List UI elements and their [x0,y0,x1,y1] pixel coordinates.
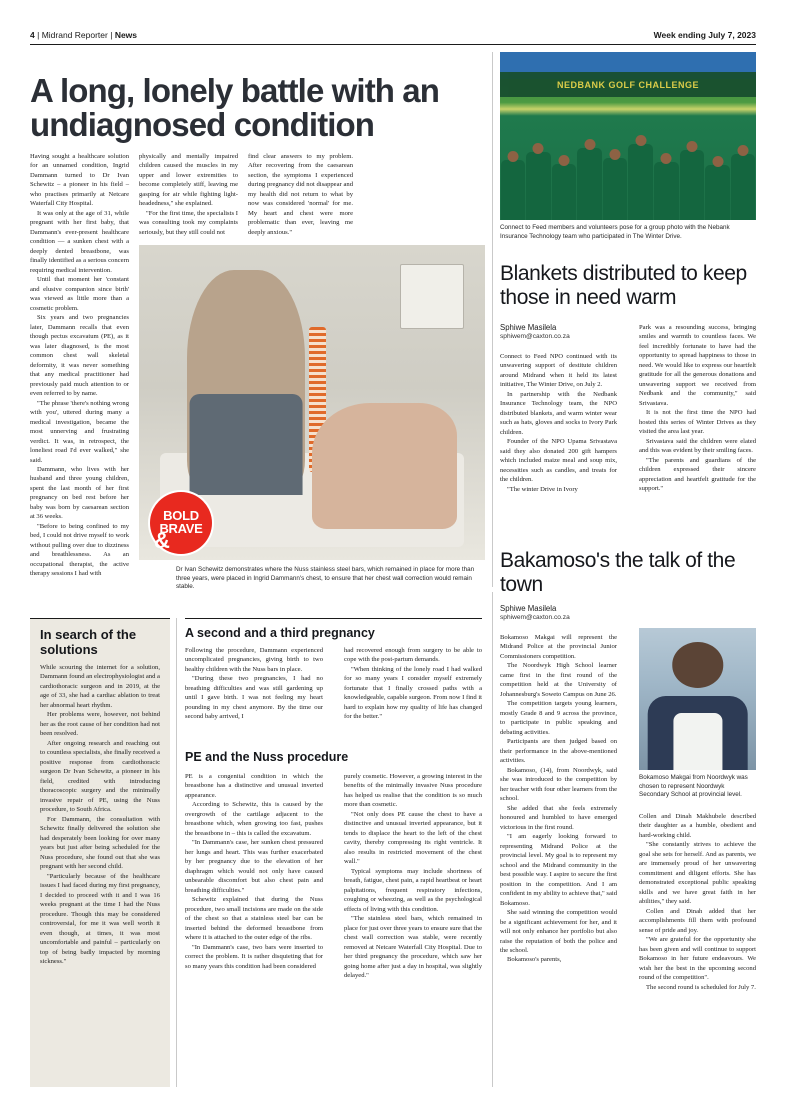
paragraph: Six years and two pregnancies later, Dammann recalls that even though pectus excavatum (PE), as it was later diagnosed, is the most common chest wall skeletal deformity, it was never something that any medical practitioner had previously paid much attention to or even referred to by name. [30,314,129,398]
paragraph: Participants are then judged based on their performance in the above-mentioned activities. [500,738,617,765]
paragraph: "The phrase 'there's nothing wrong with you', uttered during many a medical investigation, became the most unnerving and frustrating verdict. It was, in retrospect, the loneliest road I'd ever walked," she said. [30,399,129,464]
paragraph: In partnership with the Nedbank Insurance Technology team, the NPO distributed blankets, and warm winter wear such as hats, gloves and socks to Ivory Park children. [500,390,617,436]
main-article-column-1 [30,152,129,579]
second-third-heading: A second and a third pregnancy [185,626,375,640]
paragraph: Bokamoso, (14), from Noordwyk, said she was introduced to the competition by her teacher with four other learners from the school. [500,766,617,803]
person-figure [731,154,756,220]
main-article-column-3 [248,152,353,237]
section-name: News [114,30,138,40]
solutions-column [40,663,160,967]
stamp-ampersand: & [154,528,170,553]
byline-email: sphiwem@caxton.co.za [500,333,570,341]
paragraph: While scouring the internet for a solution, Dammann found an electrophysiologist and a cardiothoracic surgeon and in 2019, at the age of 33, she had a cardiac ablation to treat her abnormal heart rhythm. [40,664,160,709]
person-figure [526,152,551,220]
group-photo [500,52,756,220]
publication-name: Midrand Reporter [41,30,108,40]
paragraph: "In Dammann's case, two bars were inserted to correct the problem. It is rather disquieting that for so many years this condition had been considered [185,943,323,970]
paragraph: Following the procedure, Dammann experienced uncomplicated pregnancies, giving birth to two healthy children with the Nuss bars in place. [185,647,323,673]
group-figures [500,123,756,220]
paragraph: had recovered enough from surgery to be able to cope with the post-partum demands. [344,647,482,664]
paragraph: According to Schewitz, this is caused by the overgrowth of the cartilage adjacent to the breastbone which, when growing too fast, pushes the breastbone in – this is called the excavatum. [185,801,323,837]
byline-name: Sphiwe Masilela [500,604,557,613]
paragraph: PE is a congenital condition in which the breastbone has a distinctive and unusual inverted appearance. [185,773,323,799]
paragraph: Having sought a healthcare solution for an unnamed condition, Ingrid Dammann turned to Dr Ivan Schewitz – a pioneer in his field – who practises primarily at Netcare Waterfall City Hospital. [30,153,129,208]
paragraph: "During these two pregnancies, I had no breathing difficulties and was still gardening up until I gave birth. I was not feeling my heart pounding in my chest anymore. By the time our second baby arrived, I [185,675,323,721]
paragraph: Bokamoso's parents, [507,956,562,964]
paragraph: Her problems were, however, not behind her as the root cause of her condition had not been resolved. [40,711,160,738]
masthead-separator-1: | [37,30,40,40]
person-figure [552,164,577,221]
blankets-column-1 [500,352,617,494]
paragraph: The Noordwyk High School learner came first in the first round of the competition held at the University of Johannesburg's Soweto Campus on June 26. [500,662,617,698]
portrait-head [672,642,723,687]
byline-email: sphiwem@caxton.co.za [500,614,570,622]
paragraph: "The winter Drive in Ivory [507,485,578,493]
paragraph: Typical symptoms may include shortness of breath, fatigue, chest pain, a rapid heartbeat or heart palpitations, frequent respiratory infections, coughing or wheezing, as well as the psychological effects of living with this condition. [344,867,482,913]
paragraph: "We are grateful for the opportunity she has been given and will continue to support Bokamoso in her future endeavours. We wish her the best in the upcoming second round of the competition". [639,936,756,982]
paragraph: "Before to being confined to my bed, I could not drive myself to work without pulling over due to dizziness and breathlessness. As an occupational therapist, the active therapy sessions I had with [30,522,129,578]
byline-name: Sphiwe Masilela [500,323,557,332]
paragraph: After ongoing research and reaching out to countless specialists, she finally received a positive response from cardiothoracic surgeon Dr Ivan Schewitz, a pioneer in his field, credited with introducing thoracoscopic surgery and the minimally invasive repair of PE, using the Nuss procedure, to South Africa. [40,739,160,814]
person-figure [680,150,705,220]
paragraph: Schewitz explained that during the Nuss procedure, two small incisions are made on the side of the chest so that a stainless steel bar can be inserted behind the deformed breastbone from where it is attached to the outer edge of the ribs. [185,896,323,942]
paragraph: "She constantly strives to achieve the goal she sets for herself. And as parents, we are immensely proud of her unwavering commitment and diligent efforts. She has demonstrated exceptional public speaking skills and we have great faith in her abilities," they said. [639,841,756,906]
paragraph: Srivastava said the children were elated and this was evident by their smiling faces. [639,437,756,455]
paragraph: physically and mentally impaired children caused the muscles in my upper and lower extremities to become completely stiff, leaving me gasping for air while fighting light-headedness," she explained. [139,153,238,208]
bakamoso-headline: Bakamoso's the talk of the town [500,549,736,596]
paragraph: The second round is scheduled for July 7. [646,983,756,991]
paragraph: She added that she feels extremely honoured and humbled to have emerged victorious in the first round. [500,804,617,831]
solutions-panel-top-rule [30,618,170,619]
main-headline: A long, lonely battle with an undiagnosed condition [30,72,440,144]
bakamoso-byline [500,604,640,623]
paragraph: It was only at the age of 31, while pregnant with her first baby, that Dammann's ever-present healthcare condition — a sunken chest with a deeply dented breastbone, was finally identified as a serious concern requiring medical intervention. [30,209,129,274]
column-divider-main [492,52,493,587]
paragraph: "When thinking of the lonely road I had walked for so many years I consider myself extremely fortunate that I finally crossed paths with a knowledgeable, capable surgeon. From now I find it hard to explain how my quality of life has changed for the better." [344,665,482,721]
paragraph: The competition targets young learners, mostly Grade 8 and 9 across the province, to participate in public speaking and debating activities. [500,700,617,736]
bakamoso-column-2 [639,812,756,992]
paragraph: Bokamoso Makgai will represent the Midrand Police at the provincial Junior Commissioners competition. [500,634,617,660]
golf-banner-text: NEDBANK GOLF CHALLENGE [500,72,756,97]
paragraph: find clear answers to my problem. After recovering from the caesarean section, the symptoms I experienced during pregnancy did not disappear and my health did not return to what by now was considered 'normal' for me. My heart and chest were more problematic than ever, leaving me deeply anxious." [248,153,353,236]
blankets-column-2 [639,323,756,494]
person-figure [654,162,679,220]
second-third-column-1 [185,646,323,722]
doctor-figure [187,270,305,491]
panel-divider [176,618,177,1087]
paragraph: purely cosmetic. However, a growing interest in the benefits of the minimally invasive Nuss procedure has helped us realise that the condition is so much more than cosmetic. [344,773,482,809]
paragraph: It is not the first time the NPO had hosted this series of Winter Drives as they visited the area last year. [639,409,756,436]
person-figure [628,144,653,220]
bold-brave-stamp [150,492,212,554]
paragraph: Founder of the NPO Upama Srivastava said they also donated 200 gift hampers which included maize meal and soup mix, necessities such as candles, and treats for the children. [500,438,617,484]
portrait-shirt [673,713,722,770]
masthead-rule [30,44,756,45]
issue-date: Week ending July 7, 2023 [653,30,756,40]
group-photo-caption: Connect to Feed members and volunteers pose for a group photo with the Nebank Insurance Technology team who participated in The Winter Drive. [500,224,730,240]
monitor-prop [400,264,464,329]
paragraph: Dammann, who lives with her husband and three young children, spent the last month of her first pregnancy on bed rest before her baby was born by caesarean section at 36 weeks. [30,465,129,521]
bakamoso-column-1 [500,633,617,965]
stamp-line-2: BRAVE [159,521,203,536]
paragraph: "Not only does PE cause the chest to have a distinctive and unusual inverted appearance, but it tends to displace the heart to the left of the chest cavity, thereby compressing its right ventricle. It also results in restricted movement of the chest wall." [344,810,482,866]
paragraph: For Dammann, the consultation with Schewitz finally delivered the solution she had desperately been looking for over many years but just after being scheduled for the Nuss procedure, she found out that she was pregnant with her second child. [40,815,160,871]
paragraph: "I am eagerly looking forward to representing Midrand Police at the provincial level. My goal is to represent my school and the Midrand community in the best possible way. I aspire to secure the first position in the competition. And I am confident in my ability to achieve that," said Bokamoso. [500,833,617,907]
paragraph: Until that moment her 'constant and elusive companion since birth' was viewed as little more than a cosmetic problem. [30,276,129,312]
person-figure [705,165,730,220]
nuss-heading: PE and the Nuss procedure [185,750,349,764]
person-figure [603,158,628,220]
person-figure [501,160,526,220]
masthead-separator-2: | [110,30,113,40]
nuss-column-2 [344,772,482,981]
solutions-heading: In search of the solutions [40,627,137,657]
second-third-rule [185,618,482,619]
paragraph: "The parents and guardians of the children expressed their sincere appreciation and heartfelt gratitude for the support." [639,456,756,493]
paragraph: "The stainless steel bars, which remained in place for just over three years to ensure sure that the chest wall correction was stable, were recently removed at Netcare Waterfall City Hospital. Due to her third pregnancy the procedure, which saw her going home after just a day in hospital, was slightly delayed." [344,915,482,980]
masthead [30,30,756,52]
paragraph: "In Dammann's case, her sunken chest pressured her lungs and heart. This was further exacerbated by her pregnancy due to the elevation of her diaphragm which would not only have caused unbearable discomfort but also chest pain and breathing difficulties." [185,839,323,894]
blankets-headline: Blankets distributed to keep those in need warm [500,262,747,309]
bakamoso-photo-caption: Bokamoso Makgai from Noordwyk was chosen to represent Noordwyk Secondary School at provincial level. [639,774,748,798]
paragraph: Park was a resounding success, bringing smiles and warmth to countless faces. We feel incredibly fortunate to have had the opportunity to spread happiness to those in need. We would like to express our heartfelt gratitude for all the generous donations and unwavering support we received from Nedbank and the community," said Srivastava. [639,324,756,407]
nuss-column-1 [185,772,323,971]
paragraph: Collen and Dinah Makhubele described their daughter as a humble, obedient and hard-working child. [639,813,756,839]
paragraph: Connect to Feed NPO continued with its unwavering support of destitute children around Midrand when it held its latest initiative, The Winter Drive, on July 2. [500,353,617,389]
column-divider-lower [492,592,493,1087]
paragraph: "Particularly because of the healthcare issues I had faced during my first pregnancy, I decided to proceed with it and I was 16 weeks pregnant at the time I had the Nuss procedure. Though this may be considered controversial, for me it was well worth it even though, at times, it was most uncomfortable and painful – particularly on top of being badly impacted by morning sickness." [40,872,160,966]
second-third-column-2 [344,646,482,722]
bakamoso-photo [639,628,756,770]
paragraph: Collen and Dinah added that her accomplishments fill them with profound sense of pride and joy. [639,907,756,934]
patient-figure [312,403,457,529]
main-article-column-2 [139,152,238,237]
paragraph: "For the first time, the specialists I was consulting took my complaints seriously, but they still could not [139,209,238,236]
person-figure [577,148,602,220]
hospital-photo-caption: Dr Ivan Schewitz demonstrates where the Nuss stainless steel bars, which remained in place for more than three years, were placed in Ingrid Dammann's chest, to ensure that her chest wall correction would remain stable. [176,566,475,590]
stamp-line-1: BOLD [163,508,199,524]
paragraph: She said winning the competition would be a significant achievement for her, and it will not only enhance her portfolio but also raise the reputation of both the police and the school. [500,909,617,954]
masthead-left [30,30,137,40]
page-number: 4 [30,30,35,40]
blankets-byline [500,323,640,342]
